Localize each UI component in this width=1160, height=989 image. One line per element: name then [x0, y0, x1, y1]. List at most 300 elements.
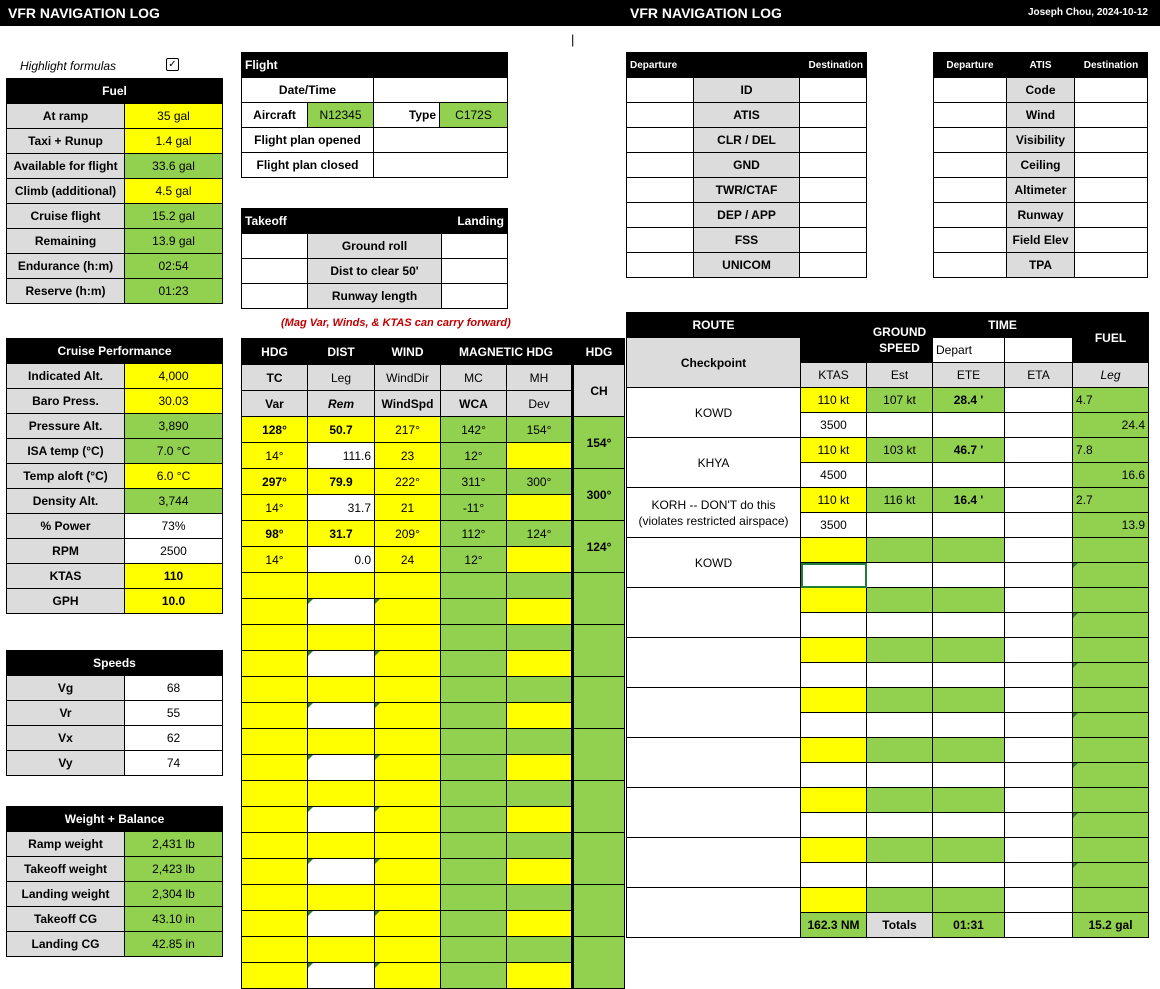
nav-dev-4[interactable] — [507, 651, 573, 677]
nav-leg-3[interactable] — [308, 573, 375, 599]
nav-mc-9 — [441, 885, 507, 911]
cruise-value-9[interactable]: 10.0 — [125, 589, 223, 614]
route-ate-0[interactable] — [933, 413, 1005, 438]
nav-mh-7 — [507, 781, 573, 807]
landing-header: Landing — [442, 209, 508, 234]
route-actual-3[interactable] — [867, 563, 933, 588]
nav-windspd-0[interactable]: 23 — [375, 443, 441, 469]
flight-plan-closed-label: Flight plan closed — [242, 153, 374, 178]
takeoff-header: Takeoff — [242, 209, 442, 234]
nav-tc-7[interactable] — [242, 781, 308, 807]
landing-value-0[interactable] — [442, 234, 508, 259]
speeds-value-3[interactable]: 74 — [125, 751, 223, 776]
nav-windspd-9[interactable] — [375, 911, 441, 937]
nav-winddir-7[interactable] — [375, 781, 441, 807]
route-ktas-2[interactable]: 110 kt — [801, 488, 867, 513]
nav-leg-1[interactable]: 79.9 — [308, 469, 375, 495]
nav-windspd-3[interactable] — [375, 599, 441, 625]
date-time-label: Date/Time — [242, 78, 374, 103]
freq-label-1: ATIS — [694, 103, 800, 128]
freq-dest-5[interactable] — [800, 203, 867, 228]
nav-wca-7 — [441, 807, 507, 833]
route-ate-3[interactable] — [933, 563, 1005, 588]
takeoff-value-2[interactable] — [242, 284, 308, 309]
speeds-label-2: Vx — [7, 726, 125, 751]
nav-ch-7 — [573, 781, 625, 833]
route-fuel-rem-2: 13.9 — [1073, 513, 1149, 538]
nav-ch-2: 124° — [573, 521, 625, 573]
wb-value-2[interactable]: 2,304 lb — [125, 882, 223, 907]
route-eta-3[interactable] — [1005, 538, 1073, 563]
freq-dep-4[interactable] — [627, 178, 694, 203]
route-actual-0[interactable] — [867, 413, 933, 438]
atis-dep-0[interactable] — [934, 78, 1007, 103]
route-ktas-10[interactable] — [801, 888, 867, 913]
atis-departure-header: Departure — [934, 53, 1007, 78]
atis-dep-4[interactable] — [934, 178, 1007, 203]
nav-magnetic-hdg-header: MAGNETIC HDG — [441, 339, 573, 365]
nav-dev-3[interactable] — [507, 599, 573, 625]
fuel-value-4[interactable]: 15.2 gal — [125, 204, 223, 229]
nav-mh-10 — [507, 937, 573, 963]
nav-leg-7[interactable] — [308, 781, 375, 807]
route-eta-6[interactable] — [1005, 688, 1073, 713]
atis-dep-3[interactable] — [934, 153, 1007, 178]
route-ktas-3[interactable] — [801, 538, 867, 563]
nav-winddir-5[interactable] — [375, 677, 441, 703]
freq-dep-1[interactable] — [627, 103, 694, 128]
nav-mc-4 — [441, 625, 507, 651]
nav-dev-6[interactable] — [507, 755, 573, 781]
nav-wind-header: WIND — [375, 339, 441, 365]
route-eta-9[interactable] — [1005, 838, 1073, 863]
route-ete-5 — [933, 638, 1005, 663]
checkpoint-6[interactable] — [627, 688, 801, 738]
nav-winddir-2[interactable]: 209° — [375, 521, 441, 547]
totals-blank — [1005, 913, 1073, 938]
freq-dest-6[interactable] — [800, 228, 867, 253]
route-fuel-rem-5 — [1073, 663, 1149, 688]
wb-value-0[interactable]: 2,431 lb — [125, 832, 223, 857]
route-ate-1[interactable] — [933, 463, 1005, 488]
nav-rem-5 — [308, 703, 375, 729]
freq-dep-0[interactable] — [627, 78, 694, 103]
route-alt-4[interactable] — [801, 613, 867, 638]
atis-dep-6[interactable] — [934, 228, 1007, 253]
nav-rem-7 — [308, 807, 375, 833]
route-alt-8[interactable] — [801, 813, 867, 838]
route-ate-9[interactable] — [933, 863, 1005, 888]
fuel-label-5: Remaining — [7, 229, 125, 254]
eta-subheader: ETA — [1005, 363, 1073, 388]
route-eta-4[interactable] — [1005, 588, 1073, 613]
flight-title: Flight — [242, 53, 508, 78]
aircraft-value[interactable]: N12345 — [308, 103, 374, 128]
fuel-value-6[interactable]: 02:54 — [125, 254, 223, 279]
nav-var-2[interactable]: 14° — [242, 547, 308, 573]
checkpoint-10[interactable] — [627, 888, 801, 938]
atis-dest-2[interactable] — [1075, 128, 1148, 153]
route-eta-2[interactable] — [1005, 488, 1073, 513]
route-eta-0[interactable] — [1005, 388, 1073, 413]
nav-windspd-8[interactable] — [375, 859, 441, 885]
nav-dev-8[interactable] — [507, 859, 573, 885]
flight-plan-closed-value[interactable] — [374, 153, 508, 178]
speeds-value-2[interactable]: 62 — [125, 726, 223, 751]
route-ate-7[interactable] — [933, 763, 1005, 788]
nav-var-0[interactable]: 14° — [242, 443, 308, 469]
route-ete-8 — [933, 788, 1005, 813]
nav-tc-4[interactable] — [242, 625, 308, 651]
nav-rem-4 — [308, 651, 375, 677]
nav-rem-2: 0.0 — [308, 547, 375, 573]
fuel-value-0[interactable]: 35 gal — [125, 104, 223, 129]
route-eta-1[interactable] — [1005, 438, 1073, 463]
checkpoint-1[interactable]: KHYA — [627, 438, 801, 488]
landing-value-2[interactable] — [442, 284, 508, 309]
freq-label-6: FSS — [694, 228, 800, 253]
atis-label-3: Ceiling — [1007, 153, 1075, 178]
cruise-value-5[interactable]: 3,744 — [125, 489, 223, 514]
route-alt-7[interactable] — [801, 763, 867, 788]
atis-dest-7[interactable] — [1075, 253, 1148, 278]
cruise-label-1: Baro Press. — [7, 389, 125, 414]
cruise-value-6[interactable]: 73% — [125, 514, 223, 539]
nav-wca-8 — [441, 859, 507, 885]
route-actual-5[interactable] — [867, 663, 933, 688]
atis-dest-5[interactable] — [1075, 203, 1148, 228]
nav-winddir-8[interactable] — [375, 833, 441, 859]
nav-winddir-1[interactable]: 222° — [375, 469, 441, 495]
highlight-formulas-checkbox[interactable]: ✓ — [166, 58, 179, 71]
checkpoint-4[interactable] — [627, 588, 801, 638]
nav-mh-8 — [507, 833, 573, 859]
nav-leg-9[interactable] — [308, 885, 375, 911]
route-ata-1[interactable] — [1005, 463, 1073, 488]
atis-dep-2[interactable] — [934, 128, 1007, 153]
nav-var-7[interactable] — [242, 807, 308, 833]
atis-dep-7[interactable] — [934, 253, 1007, 278]
route-est-7 — [867, 738, 933, 763]
route-alt-0[interactable]: 3500 — [801, 413, 867, 438]
atis-dest-1[interactable] — [1075, 103, 1148, 128]
route-ata-8[interactable] — [1005, 813, 1073, 838]
route-fuel-leg-7 — [1073, 738, 1149, 763]
aircraft-label: Aircraft — [242, 103, 308, 128]
cruise-value-3[interactable]: 7.0 °C — [125, 439, 223, 464]
route-ete-7 — [933, 738, 1005, 763]
freq-dest-2[interactable] — [800, 128, 867, 153]
ground-speed-header: GROUND SPEED — [867, 313, 933, 363]
nav-dev-0[interactable] — [507, 443, 573, 469]
route-ktas-8[interactable] — [801, 788, 867, 813]
freq-dep-2[interactable] — [627, 128, 694, 153]
nav-dev-1[interactable] — [507, 495, 573, 521]
route-ate-2[interactable] — [933, 513, 1005, 538]
checkpoint-header: Checkpoint — [627, 338, 801, 388]
nav-wca-1: -11° — [441, 495, 507, 521]
route-ate-4[interactable] — [933, 613, 1005, 638]
takeoff-value-0[interactable] — [242, 234, 308, 259]
nav-tc-2[interactable]: 98° — [242, 521, 308, 547]
route-ata-7[interactable] — [1005, 763, 1073, 788]
atis-dest-4[interactable] — [1075, 178, 1148, 203]
nav-windspd-1[interactable]: 21 — [375, 495, 441, 521]
highlight-formulas-label: Highlight formulas — [20, 59, 117, 73]
nav-rem-10 — [308, 963, 375, 989]
nav-leg-8[interactable] — [308, 833, 375, 859]
wb-value-3[interactable]: 43.10 in — [125, 907, 223, 932]
freq-dest-4[interactable] — [800, 178, 867, 203]
route-ate-8[interactable] — [933, 813, 1005, 838]
route-est-5 — [867, 638, 933, 663]
nav-ch-3 — [573, 573, 625, 625]
route-est-6 — [867, 688, 933, 713]
route-ete-6 — [933, 688, 1005, 713]
fuel-value-1[interactable]: 1.4 gal — [125, 129, 223, 154]
atis-dest-3[interactable] — [1075, 153, 1148, 178]
route-fuel-leg-1: 7.8 — [1073, 438, 1149, 463]
time-header: TIME — [933, 313, 1073, 338]
flight-plan-opened-value[interactable] — [374, 128, 508, 153]
cruise-value-7[interactable]: 2500 — [125, 539, 223, 564]
checkpoint-0[interactable]: KOWD — [627, 388, 801, 438]
nav-tc-subheader: TC — [242, 365, 308, 391]
checkpoint-5[interactable] — [627, 638, 801, 688]
fuel-label-2: Available for flight — [7, 154, 125, 179]
speeds-value-1[interactable]: 55 — [125, 701, 223, 726]
cruise-value-2[interactable]: 3,890 — [125, 414, 223, 439]
nav-var-9[interactable] — [242, 911, 308, 937]
atis-dest-6[interactable] — [1075, 228, 1148, 253]
route-est-10 — [867, 888, 933, 913]
nav-dev-9[interactable] — [507, 911, 573, 937]
nav-leg-6[interactable] — [308, 729, 375, 755]
route-ete-1: 46.7 ' — [933, 438, 1005, 463]
nav-leg-2[interactable]: 31.7 — [308, 521, 375, 547]
nav-dev-5[interactable] — [507, 703, 573, 729]
author-date: Joseph Chou, 2024-10-12 — [1027, 7, 1148, 18]
nav-winddir-0[interactable]: 217° — [375, 417, 441, 443]
nav-mc-8 — [441, 833, 507, 859]
route-alt-9[interactable] — [801, 863, 867, 888]
route-ate-5[interactable] — [933, 663, 1005, 688]
nav-winddir-3[interactable] — [375, 573, 441, 599]
text-cursor: | — [571, 32, 575, 47]
nav-var-3[interactable] — [242, 599, 308, 625]
atis-destination-header: Destination — [1075, 53, 1148, 78]
atis-label-5: Runway — [1007, 203, 1075, 228]
route-est-2: 116 kt — [867, 488, 933, 513]
nav-windspd-2[interactable]: 24 — [375, 547, 441, 573]
fuel-leg-subheader: Leg — [1073, 363, 1149, 388]
atis-header: ATIS — [1007, 53, 1075, 78]
atis-dep-1[interactable] — [934, 103, 1007, 128]
nav-windspd-6[interactable] — [375, 755, 441, 781]
route-ata-2[interactable] — [1005, 513, 1073, 538]
route-actual-2[interactable] — [867, 513, 933, 538]
nav-tc-1[interactable]: 297° — [242, 469, 308, 495]
nav-leg-5[interactable] — [308, 677, 375, 703]
route-ete-4 — [933, 588, 1005, 613]
freq-dest-1[interactable] — [800, 103, 867, 128]
route-eta-5[interactable] — [1005, 638, 1073, 663]
atis-label-4: Altimeter — [1007, 178, 1075, 203]
freq-destination-header: Destination — [800, 53, 867, 78]
atis-dest-0[interactable] — [1075, 78, 1148, 103]
route-ata-0[interactable] — [1005, 413, 1073, 438]
fuel-label-3: Climb (additional) — [7, 179, 125, 204]
route-alt-1[interactable]: 4500 — [801, 463, 867, 488]
route-ktas-1[interactable]: 110 kt — [801, 438, 867, 463]
route-actual-6[interactable] — [867, 713, 933, 738]
fuel-value-7[interactable]: 01:23 — [125, 279, 223, 304]
nav-dev-10[interactable] — [507, 963, 573, 989]
route-ktas-0[interactable]: 110 kt — [801, 388, 867, 413]
route-ktas-5[interactable] — [801, 638, 867, 663]
nav-var-5[interactable] — [242, 703, 308, 729]
wb-value-4[interactable]: 42.85 in — [125, 932, 223, 957]
nav-tc-0[interactable]: 128° — [242, 417, 308, 443]
freq-label-4: TWR/CTAF — [694, 178, 800, 203]
nav-wca-2: 12° — [441, 547, 507, 573]
nav-ch-1: 300° — [573, 469, 625, 521]
checkpoint-2[interactable]: KORH -- DON'T do this (violates restricted airspace) — [627, 488, 801, 538]
route-actual-7[interactable] — [867, 763, 933, 788]
nav-var-8[interactable] — [242, 859, 308, 885]
wb-value-1[interactable]: 2,423 lb — [125, 857, 223, 882]
date-time-value[interactable] — [374, 78, 508, 103]
nav-var-6[interactable] — [242, 755, 308, 781]
depart-value[interactable] — [1005, 338, 1073, 363]
route-alt-6[interactable] — [801, 713, 867, 738]
nav-windspd-4[interactable] — [375, 651, 441, 677]
route-est-0: 107 kt — [867, 388, 933, 413]
route-est-1: 103 kt — [867, 438, 933, 463]
speeds-value-0[interactable]: 68 — [125, 676, 223, 701]
route-alt-3[interactable] — [801, 563, 867, 588]
route-alt-2[interactable]: 3500 — [801, 513, 867, 538]
route-ktas-6[interactable] — [801, 688, 867, 713]
freq-dest-7[interactable] — [800, 253, 867, 278]
nav-tc-8[interactable] — [242, 833, 308, 859]
wb-label-1: Takeoff weight — [7, 857, 125, 882]
nav-winddir-10[interactable] — [375, 937, 441, 963]
fuel-value-5[interactable]: 13.9 gal — [125, 229, 223, 254]
totals-fuel: 15.2 gal — [1073, 913, 1149, 938]
atis-label-2: Visibility — [1007, 128, 1075, 153]
nav-windspd-7[interactable] — [375, 807, 441, 833]
nav-winddir-6[interactable] — [375, 729, 441, 755]
fuel-value-3[interactable]: 4.5 gal — [125, 179, 223, 204]
route-eta-8[interactable] — [1005, 788, 1073, 813]
nav-dev-7[interactable] — [507, 807, 573, 833]
route-alt-5[interactable] — [801, 663, 867, 688]
freq-dep-6[interactable] — [627, 228, 694, 253]
checkpoint-7[interactable] — [627, 738, 801, 788]
atis-label-6: Field Elev — [1007, 228, 1075, 253]
route-actual-9[interactable] — [867, 863, 933, 888]
route-ktas-7[interactable] — [801, 738, 867, 763]
flight-plan-opened-label: Flight plan opened — [242, 128, 374, 153]
nav-var-4[interactable] — [242, 651, 308, 677]
fuel-label-4: Cruise flight — [7, 204, 125, 229]
route-ktas-9[interactable] — [801, 838, 867, 863]
wb-title: Weight + Balance — [7, 807, 223, 832]
checkpoint-9[interactable] — [627, 838, 801, 888]
nav-winddir-4[interactable] — [375, 625, 441, 651]
route-ate-6[interactable] — [933, 713, 1005, 738]
route-ata-3[interactable] — [1005, 563, 1073, 588]
route-eta-7[interactable] — [1005, 738, 1073, 763]
nav-mc-2: 112° — [441, 521, 507, 547]
landing-value-1[interactable] — [442, 259, 508, 284]
route-actual-8[interactable] — [867, 813, 933, 838]
route-actual-1[interactable] — [867, 463, 933, 488]
checkpoint-3[interactable]: KOWD — [627, 538, 801, 588]
freq-dest-3[interactable] — [800, 153, 867, 178]
route-ata-4[interactable] — [1005, 613, 1073, 638]
freq-dep-3[interactable] — [627, 153, 694, 178]
route-fuel-leg-0: 4.7 — [1073, 388, 1149, 413]
nav-leg-10[interactable] — [308, 937, 375, 963]
atis-label-7: TPA — [1007, 253, 1075, 278]
ktas-subheader: KTAS — [801, 363, 867, 388]
nav-tc-6[interactable] — [242, 729, 308, 755]
route-ktas-4[interactable] — [801, 588, 867, 613]
route-ete-2: 16.4 ' — [933, 488, 1005, 513]
route-actual-4[interactable] — [867, 613, 933, 638]
nav-winddir-9[interactable] — [375, 885, 441, 911]
nav-leg-0[interactable]: 50.7 — [308, 417, 375, 443]
type-value[interactable]: C172S — [440, 103, 508, 128]
freq-dep-7[interactable] — [627, 253, 694, 278]
route-ete-10 — [933, 888, 1005, 913]
route-ata-5[interactable] — [1005, 663, 1073, 688]
nav-tc-10[interactable] — [242, 937, 308, 963]
nav-windspd-10[interactable] — [375, 963, 441, 989]
nav-ch-hdg-header: HDG — [573, 339, 625, 365]
wb-label-0: Ramp weight — [7, 832, 125, 857]
route-ata-9[interactable] — [1005, 863, 1073, 888]
nav-mc-6 — [441, 729, 507, 755]
fuel-value-2[interactable]: 33.6 gal — [125, 154, 223, 179]
speeds-label-1: Vr — [7, 701, 125, 726]
nav-tc-9[interactable] — [242, 885, 308, 911]
nav-windspd-5[interactable] — [375, 703, 441, 729]
takeoff-value-1[interactable] — [242, 259, 308, 284]
freq-dest-0[interactable] — [800, 78, 867, 103]
atis-dep-5[interactable] — [934, 203, 1007, 228]
nav-var-10[interactable] — [242, 963, 308, 989]
totals-label: Totals — [867, 913, 933, 938]
nav-tc-5[interactable] — [242, 677, 308, 703]
nav-dev-2[interactable] — [507, 547, 573, 573]
cruise-value-1[interactable]: 30.03 — [125, 389, 223, 414]
cruise-value-4[interactable]: 6.0 °C — [125, 464, 223, 489]
nav-leg-4[interactable] — [308, 625, 375, 651]
cruise-performance-table — [6, 338, 223, 614]
cruise-value-0[interactable]: 4,000 — [125, 364, 223, 389]
nav-tc-3[interactable] — [242, 573, 308, 599]
checkpoint-8[interactable] — [627, 788, 801, 838]
route-est-4 — [867, 588, 933, 613]
cruise-value-8[interactable]: 110 — [125, 564, 223, 589]
nav-var-1[interactable]: 14° — [242, 495, 308, 521]
route-eta-10[interactable] — [1005, 888, 1073, 913]
route-ata-6[interactable] — [1005, 713, 1073, 738]
freq-dep-5[interactable] — [627, 203, 694, 228]
